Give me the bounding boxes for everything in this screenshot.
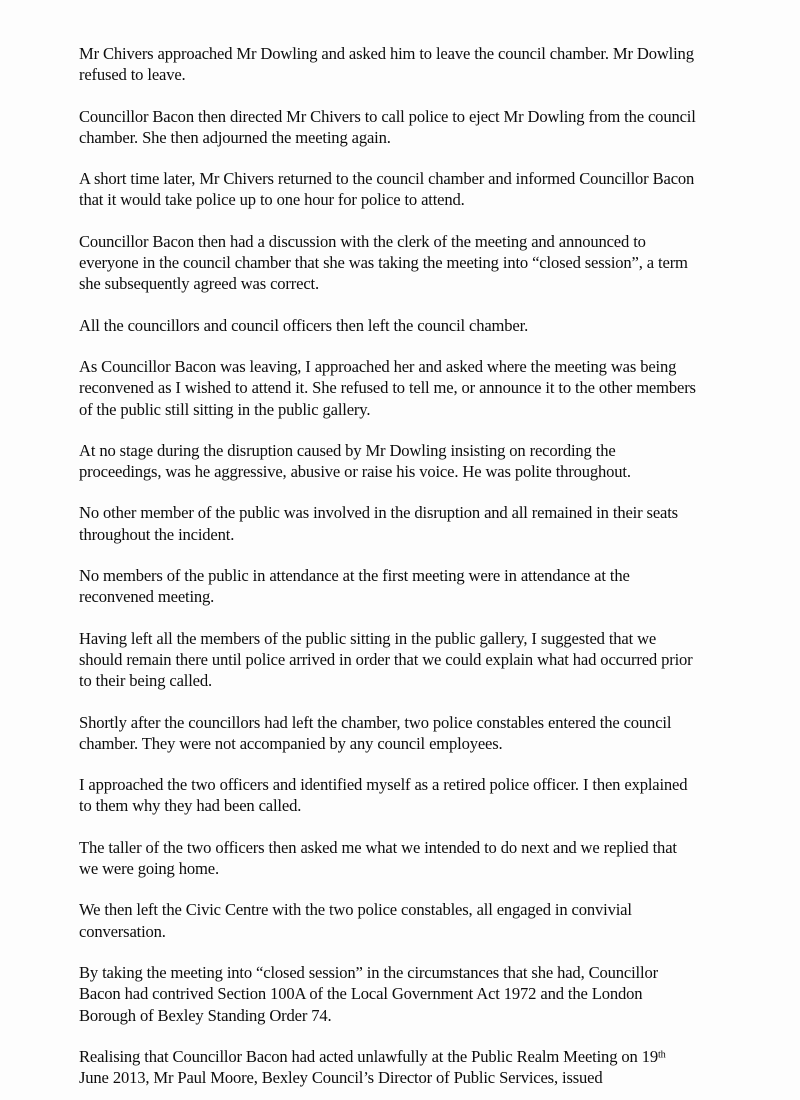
paragraph-15: By taking the meeting into “closed session” in the circumstances that she had, Councillor Bacon had contrived Section 100A of the Local Government Act 1972 and the London Borough of Bexley Standing Order 74.	[79, 962, 658, 1025]
paragraph-3: A short time later, Mr Chivers returned to the council chamber and informed Councillor Bacon that it would take police up to one hour for police to attend.	[79, 169, 695, 210]
paragraph-8: No other member of the public was involved in the disruption and all remained in their seats throughout the incident.	[79, 503, 678, 544]
paragraph-7: At no stage during the disruption caused by Mr Dowling insisting on recording the proceedings, was he aggressive, abusive or raise his voice. He was polite throughout.	[79, 440, 631, 482]
paragraph-11: Shortly after the councillors had left the chamber, two police constables entered the council chamber. They were not accompanied by any council employees.	[79, 712, 672, 753]
paragraph-13: The taller of the two officers then asked me what we intended to do next and we replied that we were going home.	[79, 837, 677, 879]
paragraph-5: All the councillors and council officers then left the council chamber.	[79, 315, 529, 335]
paragraph-16-text-before-ordinal: Realising that Councillor Bacon had acted unlawfully at the Public Realm Meeting on 19	[79, 1046, 658, 1066]
paragraph-9: No members of the public in attendance at the first meeting were in attendance at the reconvened meeting.	[79, 566, 630, 607]
paragraph-14: We then left the Civic Centre with the two police constables, all engaged in convivial conversation.	[79, 900, 632, 941]
paragraph-10: Having left all the members of the public sitting in the public gallery, I suggested that we should remain there until police arrived in order that we could explain what had occurred prior to their being called.	[79, 628, 693, 691]
ordinal-suffix: th	[657, 1049, 666, 1061]
document-text-column	[79, 43, 698, 1088]
paragraph-6: As Councillor Bacon was leaving, I approached her and asked where the meeting was being reconvened as I wished to attend it. She refused to tell me, or announce it to the other members of the public still sitting in the public gallery.	[79, 356, 696, 419]
paragraph-1: Mr Chivers approached Mr Dowling and asked him to leave the council chamber. Mr Dowling refused to leave.	[79, 44, 694, 85]
paragraph-4: Councillor Bacon then had a discussion with the clerk of the meeting and announced to everyone in the council chamber that she was taking the meeting into “closed session”, a term she subsequently agreed was correct.	[79, 231, 688, 294]
paragraph-16	[79, 1046, 698, 1089]
paragraph-2: Councillor Bacon then directed Mr Chivers to call police to eject Mr Dowling from the council chamber. She then adjourned the meeting again.	[79, 106, 696, 147]
paragraph-12: I approached the two officers and identified myself as a retired police officer. I then explained to them why they had been called.	[79, 775, 688, 816]
paragraph-16-text-after-ordinal: June 2013, Mr Paul Moore, Bexley Council’s Director of Public Services, issued	[79, 1068, 603, 1088]
